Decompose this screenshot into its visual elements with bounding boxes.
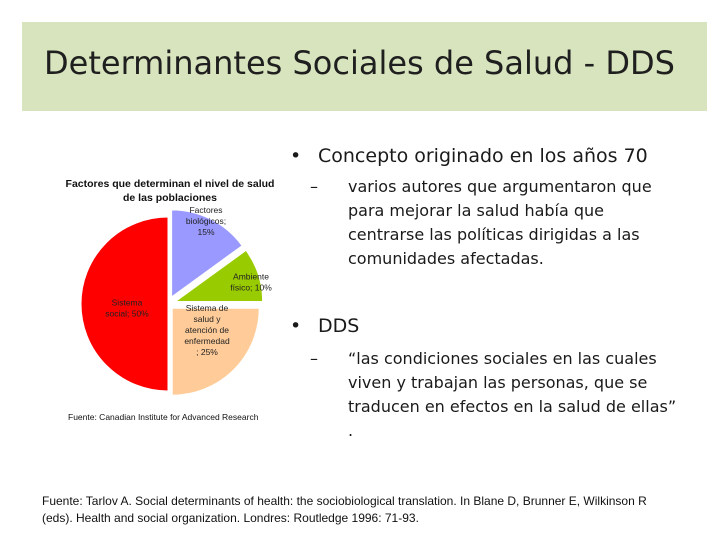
pie-slice-label-1: Ambiente físico; 10% bbox=[230, 271, 272, 293]
bullet-concepto bbox=[290, 143, 700, 169]
pie-slices bbox=[81, 205, 272, 395]
sub-bullet-definicion bbox=[310, 347, 680, 443]
pie-slice-label-0: Factores biológicos; 15% bbox=[185, 205, 227, 237]
sub-bullet-marker: – bbox=[310, 349, 318, 368]
bullet-marker: • bbox=[290, 145, 302, 167]
slide-title: Determinantes Sociales de Salud - DDS bbox=[44, 44, 675, 82]
footer-source: Fuente: Tarlov A. Social determinants of health: the sociobiological translation. In Blane D, Brunner E, Wilkinson R (eds). Health and social organization. Londres: Routledge 1996: 71-93. bbox=[42, 494, 647, 525]
bullet-marker: • bbox=[290, 315, 302, 337]
sub-bullet-text: varios autores que argumentaron que para mejorar la salud había que centrarse las políticas dirigidas a las comunidades afectadas. bbox=[348, 177, 652, 268]
sub-bullet-text: “las condiciones sociales en las cuales viven y trabajan las personas, que se traducen en efectos en la salud de ellas” . bbox=[348, 349, 677, 440]
bullet-dds bbox=[290, 313, 700, 339]
chart-source: Fuente: Canadian Institute for Advanced Research bbox=[68, 412, 259, 422]
sub-bullet-marker: – bbox=[310, 177, 318, 196]
chart-title-line-1: Factores que determinan el nivel de salud bbox=[65, 178, 275, 190]
bullet-text: Concepto originado en los años 70 bbox=[318, 145, 648, 167]
pie-slice-label-2: Sistema de salud y atención de enfermedad ; 25% bbox=[184, 303, 230, 357]
pie-chart bbox=[46, 166, 290, 436]
sub-bullet-autores bbox=[310, 175, 680, 271]
pie-slice-label-3: Sistema social; 50% bbox=[105, 297, 149, 319]
bullet-text: DDS bbox=[318, 315, 360, 337]
chart-title-line-2: de las poblaciones bbox=[123, 192, 217, 204]
